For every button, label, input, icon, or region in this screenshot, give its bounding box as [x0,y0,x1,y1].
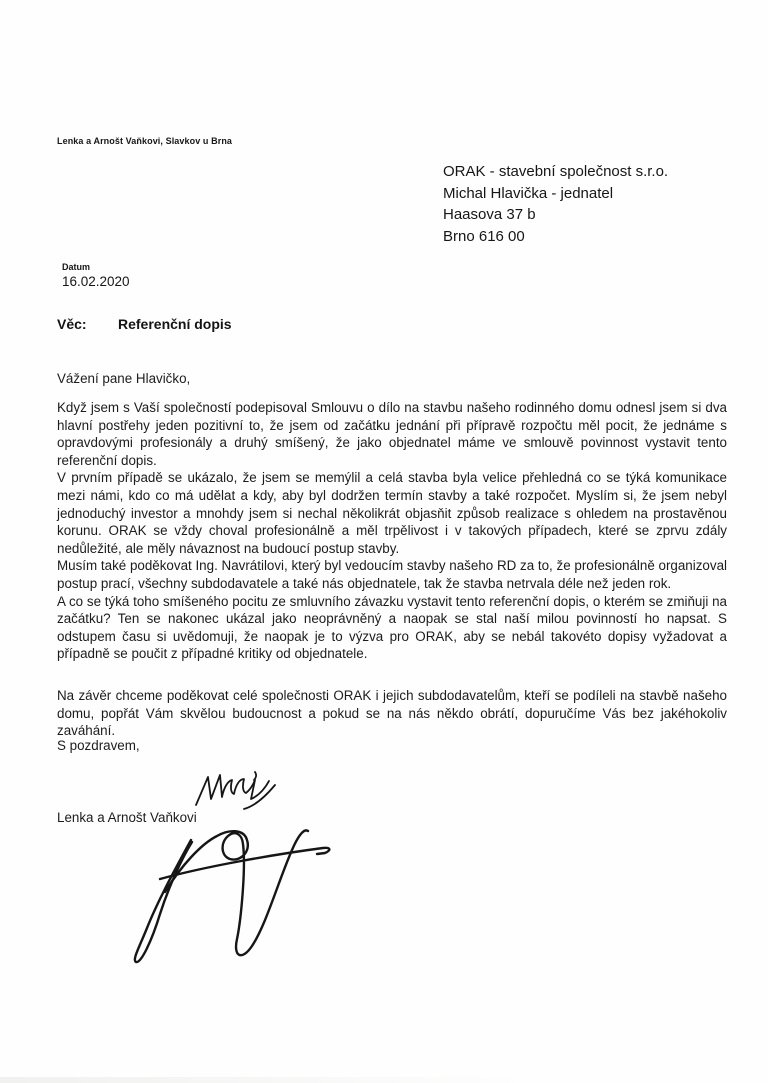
body-paragraph: Na závěr chceme poděkovat celé společnosti ORAK i jejich subdodavatelům, kteří se podíleli na stavbě našeho domu, popřát Vám skvělou budoucnost a pokud se na nás někdo obrátí, dopuručíme Vás bez jakéhokoliv zaváhání. [57,687,727,739]
recipient-company: ORAK - stavební společnost s.r.o. [443,163,669,180]
salutation: Vážení pane Hlavičko, [57,371,191,386]
subject-label: Věc: [57,316,87,332]
date-block [62,262,130,289]
recipient-street: Haasova 37 b [443,206,536,223]
recipient-block [443,161,668,247]
closing-phrase: S pozdravem, [57,738,140,753]
subject-line [57,316,232,332]
subject-value: Referenční dopis [118,316,232,332]
body-paragraph: Musím také poděkovat Ing. Navrátilovi, který byl vedoucím stavby našeho RD za to, že profesionálně organizoval postup prací, všechny subdodavatele a také nás objednatele, tak že stavba netrvala déle než jeden rok. [57,558,727,591]
body-paragraph: Když jsem s Vaší společností podepisoval Smlouvu o dílo na stavbu našeho rodinného domu odnesl jsem si dva hlavní postřehy jeden pozitivní to, že jsem od začátku jednání při přípravě rozpočtu měl pocit, že jednáme s opravdovými profesionály a druhý smíšený, že jako objednatel máme ve smlouvě povinnost vystavit tento referenční dopis. [57,400,727,468]
body-paragraph: V prvním případě se ukázalo, že jsem se memýlil a celá stavba byla velice přehledná co se týká komunikace mezi námi, kdo co má udělat a kdy, aby byl dodržen termín stavby a také rozpočet. Myslím si, že jsem nebyl jednoduchý investor a mnohdy jsem si nechal několikrát objasňit způsob realizace s ohledem na prostavěnou korunu. ORAK se vždy choval profesionálně a měl trpělivost i v takových případech, které se zprvu zdály nedůležité, ale měly návaznost na budoucí postup stavby. [57,470,727,556]
recipient-contact: Michal Hlavička - jednatel [443,184,614,202]
signature-names: Lenka a Arnošt Vaňkovi [57,810,197,825]
letter-body [57,399,727,740]
date-value: 16.02.2020 [62,274,130,289]
recipient-city: Brno 616 00 [443,227,525,245]
body-paragraph: A co se týká toho smíšeného pocitu ze smluvního závazku vystavit tento referenční dopis, o kterém se zmiňuji na začátku? Ten se nakonec ukázal jako neoprávněný a naopak se stal naší milou povinností ho napsat. S odstupem času si uvědomuji, že naopak je to výzva pro ORAK, aby se nebál takovéto dopisy vyžadovat a případně se poučit z případné kritiky od objednatele. [57,593,727,662]
signature-large-icon [125,798,340,978]
date-label: Datum [62,262,91,272]
sender-line: Lenka a Arnošt Vaňkovi, Slavkov u Brna [57,136,233,146]
scan-shadow [0,1077,538,1083]
